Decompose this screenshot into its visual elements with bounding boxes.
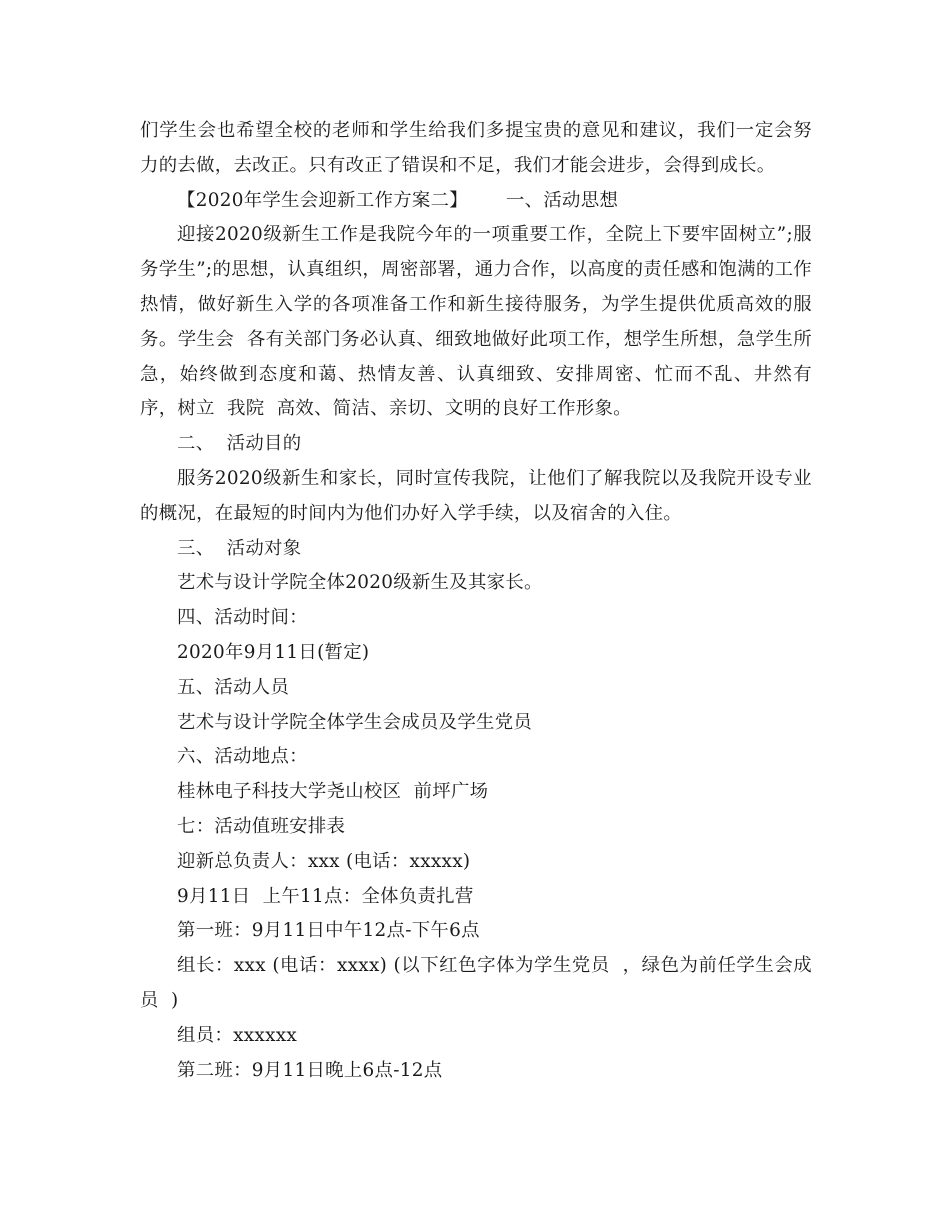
paragraph-chief-contact: 迎新总负责人：xxx (电话：xxxxx): [177, 850, 471, 872]
section-heading-4: 四、活动时间：: [177, 607, 308, 629]
paragraph-shift-2: 第二班：9月11日晚上6点-12点: [177, 1059, 443, 1081]
paragraph-activity-idea: 迎接2020级新生工作是我院今年的一项重要工作，全院上下要牢固树立”;服务学生”;的思想，认真组织，周密部署，通力合作，以高度的责任感和饱满的工作热情，做好新生入学的各项准备工作和新生接待服务，为学生提供优质高效的服务。学生会 各有关部门务必认真、细致地做好此项工作，想学生所想，急学生所急，始终做到态度和蔼、热情友善、认真细致、安排周密、忙而不乱、井然有序，树立 我院 高效、简洁、亲切、文明的良好工作形象。: [140, 224, 812, 420]
section-heading-5: 五、活动人员: [177, 676, 290, 698]
paragraph-activity-staff: 艺术与设计学院全体学生会成员及学生党员: [177, 711, 533, 733]
paragraph-shift-1: 第一班：9月11日中午12点-下午6点: [177, 920, 480, 942]
paragraph-activity-target: 艺术与设计学院全体2020级新生及其家长。: [177, 572, 543, 594]
paragraph-activity-purpose: 服务2020级新生和家长，同时宣传我院，让他们了解我院以及我院开设专业的概况，在最短的时间内为他们办好入学手续，以及宿舍的入住。: [140, 467, 812, 524]
paragraph-continuation: 们学生会也希望全校的老师和学生给我们多提宝贵的意见和建议，我们一定会努力的去做，去改正。只有改正了错误和不足，我们才能会进步，会得到成长。: [140, 120, 812, 176]
paragraph-activity-time: 2020年9月11日(暂定): [177, 641, 370, 663]
paragraph-shift-1-leader: 组长：xxx (电话：xxxx) (以下红色字体为学生党员 ，绿色为前任学生会成员 ): [140, 955, 812, 1011]
section-title-line: [140, 184, 812, 219]
section-heading-2: 二、 活动目的: [177, 433, 302, 455]
paragraph-shift-1-members: 组员：xxxxxx: [177, 1024, 298, 1046]
paragraph-activity-location: 桂林电子科技大学尧山校区 前坪广场: [177, 781, 489, 803]
paragraph-setup-time: 9月11日 上午11点：全体负责扎营: [177, 885, 474, 907]
plan-title: 【2020年学生会迎新工作方案二】: [177, 189, 468, 211]
section-heading-6: 六、活动地点：: [177, 746, 308, 768]
section-heading-1: 一、活动思想: [505, 189, 619, 211]
section-heading-7: 七：活动值班安排表: [177, 815, 346, 837]
document-body: [140, 114, 812, 1088]
section-heading-3: 三、 活动对象: [177, 537, 302, 559]
